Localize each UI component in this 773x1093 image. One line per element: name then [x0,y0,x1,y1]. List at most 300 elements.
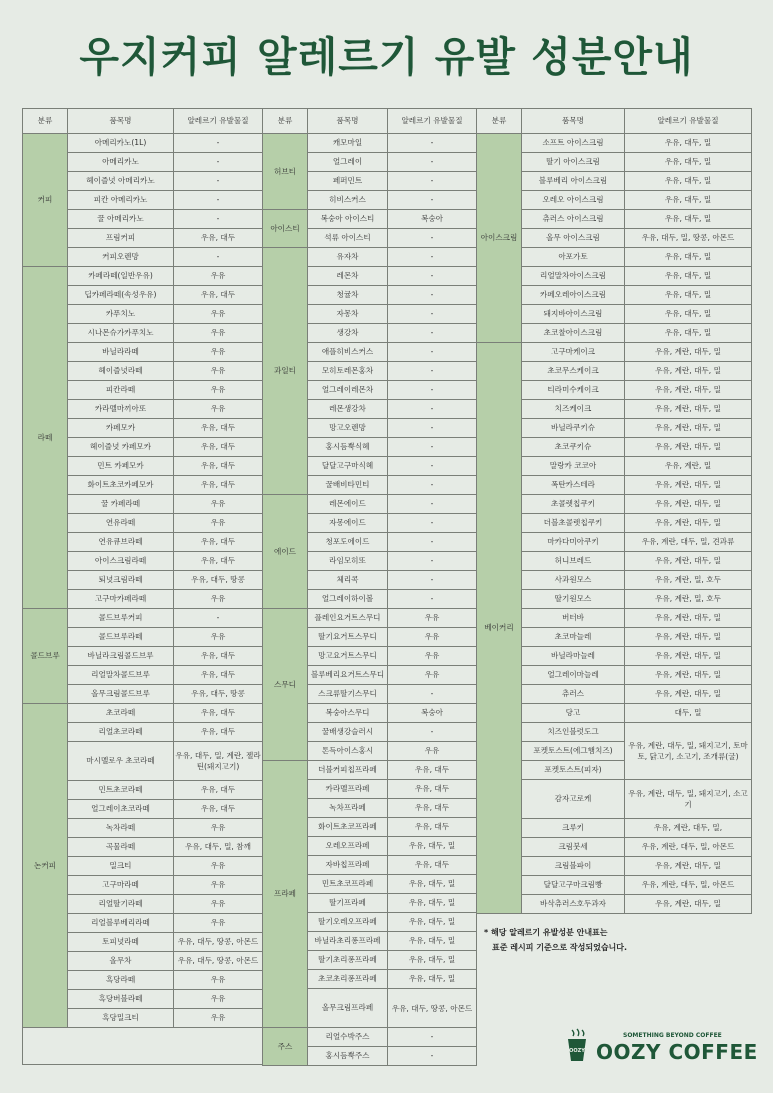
item-name-cell: 딸기오레오프라페 [308,913,388,932]
allergen-cell: 우유, 대두, 밀 [625,191,752,210]
table-row [23,609,263,628]
category-cell: 라떼 [23,267,68,609]
page-title: 우지커피 알레르기 유발 성분안내 [79,33,694,81]
item-name-cell: 화이트초코프라페 [308,818,388,837]
item-name-cell: 고구마라떼 [68,876,174,895]
allergen-cell: - [174,609,263,628]
item-name-cell: 올무 아이스크림 [522,229,625,248]
item-name-cell: 콜드브루라떼 [68,628,174,647]
item-name-cell: 퇴넛크림라떼 [68,571,174,590]
item-name-cell: 바닐라크림콜드브루 [68,647,174,666]
item-name-cell: 얼그레이레몬차 [308,381,388,400]
item-name-cell: 초코라떼 [68,704,174,723]
empty-row [23,1028,263,1065]
item-name-cell: 아메리카노(1L) [68,134,174,153]
allergen-cell: - [388,400,477,419]
allergen-cell: - [388,723,477,742]
allergen-cell: 우유 [174,895,263,914]
table-row [263,495,477,514]
allergen-cell: 우유, 대두, 밀 [625,267,752,286]
allergen-cell: 우유 [174,819,263,838]
coffee-cup-icon [566,1028,588,1062]
allergen-cell: - [388,153,477,172]
allergen-cell: 우유 [174,305,263,324]
allergen-cell: - [388,1047,477,1066]
allergen-cell: 우유 [174,362,263,381]
allergen-cell: 우유 [174,1009,263,1028]
allergen-cell: 우유, 대두, 밀 [625,324,752,343]
column-header-item: 품목명 [522,109,625,134]
item-name-cell: 말랑카 코코아 [522,457,625,476]
item-name-cell: 톤득아이스홍시 [308,742,388,761]
allergen-cell: - [388,514,477,533]
category-cell: 허브티 [263,134,308,210]
item-name-cell: 아이스크림라떼 [68,552,174,571]
allergen-cell: 우유, 대두 [174,476,263,495]
allergen-cell: 우유, 대두, 밀 [388,951,477,970]
allergen-cell: - [174,248,263,267]
allergen-cell: 우유, 계란, 대두, 밀, 견과류 [625,533,752,552]
item-name-cell: 딸기 아이스크림 [522,153,625,172]
item-name-cell: 토피넛라떼 [68,933,174,952]
allergen-cell: 우유 [174,495,263,514]
table-panel-3 [476,108,752,914]
allergen-cell: 우유, 대두 [174,286,263,305]
item-name-cell: 홍시듬뿍주스 [308,1047,388,1066]
allergen-cell: 우유, 대두, 밀 [625,134,752,153]
allergen-cell: - [174,191,263,210]
item-name-cell: 곡물라떼 [68,838,174,857]
item-name-cell: 헤이즐넛 카페모카 [68,438,174,457]
category-cell: 과일티 [263,248,308,495]
item-name-cell: 민트 카페모카 [68,457,174,476]
allergen-cell: - [388,172,477,191]
item-name-cell: 꿀 아메리카노 [68,210,174,229]
allergen-cell: 우유, 계란, 대두, 밀 [625,362,752,381]
allergen-cell: - [388,590,477,609]
item-name-cell: 피칸 아메리카노 [68,191,174,210]
allergen-cell: 우유, 계란, 대두, 밀 [625,400,752,419]
allergen-cell: - [388,381,477,400]
table-row [263,248,477,267]
item-name-cell: 리얼말차아이스크림 [522,267,625,286]
category-cell: 아이스크림 [477,134,522,343]
allergen-cell: - [388,324,477,343]
svg-text:OOZY: OOZY [569,1048,585,1054]
item-name-cell: 홍시듬뿍식혜 [308,438,388,457]
item-name-cell: 히비스커스 [308,191,388,210]
allergen-cell: 우유, 대두 [388,799,477,818]
item-name-cell: 딸기원모스 [522,590,625,609]
allergen-cell: 우유, 대두, 땅콩, 아몬드 [174,933,263,952]
item-name-cell: 레몬차 [308,267,388,286]
allergen-cell: 우유, 계란, 대두, 밀 [625,514,752,533]
item-name-cell: 얼그레이초코라떼 [68,800,174,819]
item-name-cell: 아메리카노 [68,153,174,172]
item-name-cell: 초코마늘레 [522,628,625,647]
allergen-cell: 우유 [174,628,263,647]
item-name-cell: 올무크림콜드브루 [68,685,174,704]
item-name-cell: 허니브레드 [522,552,625,571]
allergen-cell: 우유, 계란, 대두, 밀, 아몬드 [625,838,752,857]
header-row [263,109,477,134]
item-name-cell: 페퍼민트 [308,172,388,191]
item-name-cell: 당고 [522,704,625,723]
item-name-cell: 카푸치노 [68,305,174,324]
allergen-cell: 우유, 대두, 땅콩, 아몬드 [174,952,263,971]
allergen-cell: 우유, 대두 [174,723,263,742]
item-name-cell: 딸기요거트스무디 [308,628,388,647]
allergen-cell: 우유, 대두, 밀 [388,970,477,989]
item-name-cell: 초콜렛칩쿠키 [522,495,625,514]
category-cell: 커피 [23,134,68,267]
item-name-cell: 캐모마일 [308,134,388,153]
item-name-cell: 고구마케이크 [522,343,625,362]
table-row [477,343,752,362]
allergen-cell: 우유, 대두 [174,800,263,819]
allergen-cell: 우유, 대두 [174,419,263,438]
item-name-cell: 치즈케이크 [522,400,625,419]
allergen-cell: 우유, 대두 [174,457,263,476]
item-name-cell: 티라미수케이크 [522,381,625,400]
allergen-cell: 우유 [174,514,263,533]
header-row [23,109,263,134]
allergen-cell: 우유 [174,324,263,343]
table-row [23,704,263,723]
item-name-cell: 석류 아이스티 [308,229,388,248]
item-name-cell: 카페모카 [68,419,174,438]
allergen-cell: 우유 [174,914,263,933]
allergen-cell: 우유, 대두, 밀, 땅콩, 아몬드 [625,229,752,248]
item-name-cell: 얼그레이 [308,153,388,172]
item-name-cell: 헤이즐넛라떼 [68,362,174,381]
item-name-cell: 오레오프라페 [308,837,388,856]
item-name-cell: 아포가토 [522,248,625,267]
item-name-cell: 블루베리 아이스크림 [522,172,625,191]
allergen-cell: 우유, 계란, 대두, 밀 [625,438,752,457]
item-name-cell: 프림커피 [68,229,174,248]
allergen-cell: 우유, 계란, 대두, 밀 [625,857,752,876]
item-name-cell: 망고오렌망 [308,419,388,438]
allergen-cell: 우유, 대두, 밀 [625,153,752,172]
allergen-cell: 우유 [388,666,477,685]
item-name-cell: 딸기초리퐁프라페 [308,951,388,970]
item-name-cell: 버터바 [522,609,625,628]
allergen-cell: 우유, 계란, 대두, 밀, [625,819,752,838]
allergen-cell: 우유, 계란, 밀, 호두 [625,571,752,590]
category-cell: 아이스티 [263,210,308,248]
allergen-cell: 우유, 대두 [388,818,477,837]
item-name-cell: 사과원모스 [522,571,625,590]
item-name-cell: 폭탄카스테라 [522,476,625,495]
item-name-cell: 민트초코라떼 [68,781,174,800]
allergen-cell: - [388,419,477,438]
item-name-cell: 더블커피칩프라페 [308,761,388,780]
allergen-cell: 우유 [174,971,263,990]
item-name-cell: 치즈인블럿도그 [522,723,625,742]
notice-text [484,925,627,955]
item-name-cell: 밀크티 [68,857,174,876]
allergen-cell: 우유, 대두 [388,856,477,875]
table-row [263,609,477,628]
allergen-cell: - [174,134,263,153]
item-name-cell: 초코찰아이스크림 [522,324,625,343]
allergen-cell: 우유, 대두 [174,704,263,723]
allergen-cell: 우유, 계란, 대두, 밀 [625,666,752,685]
item-name-cell: 딥카페라떼(속성우유) [68,286,174,305]
item-name-cell: 딸기프라페 [308,894,388,913]
column-header-allergen: 알레르기 유발물질 [388,109,477,134]
column-header-cat: 분류 [23,109,68,134]
allergen-cell: 우유, 대두, 밀 [625,210,752,229]
item-name-cell: 라임모히또 [308,552,388,571]
item-name-cell: 크루키 [522,819,625,838]
item-name-cell: 꿀배생강슬러시 [308,723,388,742]
item-name-cell: 더블초콜렛칩쿠키 [522,514,625,533]
allergen-cell: 우유, 대두 [388,761,477,780]
allergen-cell: 우유, 계란, 대두, 밀 [625,895,752,914]
allergen-cell: - [388,476,477,495]
allergen-cell: 우유, 대두, 밀, 계란, 젤라틴(돼지고기) [174,742,263,781]
item-name-cell: 감자고로케 [522,780,625,819]
allergen-cell: - [174,153,263,172]
item-name-cell: 마카다미아쿠키 [522,533,625,552]
item-name-cell: 크림블파이 [522,857,625,876]
item-name-cell: 블루베리요거트스무디 [308,666,388,685]
item-name-cell: 피칸라떼 [68,381,174,400]
allergen-cell: 복숭아 [388,210,477,229]
item-name-cell: 츄러스 아이스크림 [522,210,625,229]
allergen-table-beverage [262,108,477,1066]
allergen-cell: 우유, 대두, 밀 [625,286,752,305]
allergen-cell: 우유, 대두, 밀 [388,837,477,856]
notice-line-2: 표준 레시피 기준으로 작성되었습니다. [492,943,628,952]
item-name-cell: 바닐라초리퐁프라페 [308,932,388,951]
item-name-cell: 바닐라쿠키슈 [522,419,625,438]
item-name-cell: 포켓토스트(피자) [522,761,625,780]
allergen-cell: 우유 [174,381,263,400]
item-name-cell: 고구마카페라떼 [68,590,174,609]
item-name-cell: 모히토레몬홍차 [308,362,388,381]
allergen-cell: 우유, 계란, 대두, 밀 [625,552,752,571]
table-row [263,1028,477,1047]
item-name-cell: 녹차프라페 [308,799,388,818]
item-name-cell: 복숭아 아이스티 [308,210,388,229]
allergen-cell: - [388,685,477,704]
allergen-cell: 우유, 대두 [174,533,263,552]
item-name-cell: 올무차 [68,952,174,971]
item-name-cell: 초코쿠키슈 [522,438,625,457]
allergen-cell: 복숭아 [388,704,477,723]
allergen-cell: 우유 [388,628,477,647]
allergen-cell: 대두, 밀 [625,704,752,723]
allergen-cell: 우유, 대두, 밀 [388,894,477,913]
item-name-cell: 망고요거트스무디 [308,647,388,666]
item-name-cell: 흑당밀크티 [68,1009,174,1028]
item-name-cell: 청귤차 [308,286,388,305]
allergen-cell: - [388,438,477,457]
allergen-cell: 우유, 대두, 밀 [625,305,752,324]
item-name-cell: 얼그레이마늘레 [522,666,625,685]
category-cell: 스무디 [263,609,308,761]
item-name-cell: 자몽차 [308,305,388,324]
allergen-cell: 우유, 대두, 밀, 참깨 [174,838,263,857]
allergen-cell: 우유 [388,609,477,628]
allergen-cell: 우유, 계란, 대두, 밀, 아몬드 [625,876,752,895]
column-header-item: 품목명 [308,109,388,134]
item-name-cell: 레몬에이드 [308,495,388,514]
item-name-cell: 청포도에이드 [308,533,388,552]
table-row [263,761,477,780]
allergen-cell: 우유, 계란, 밀, 호두 [625,590,752,609]
column-header-item: 품목명 [68,109,174,134]
allergen-cell: 우유, 대두, 땅콩 [174,685,263,704]
allergen-cell: 우유, 계란, 대두, 밀 [625,343,752,362]
allergen-cell: 우유 [174,857,263,876]
allergen-cell: - [388,343,477,362]
table-panel-2 [262,108,477,1066]
allergen-cell: 우유, 대두, 밀 [625,172,752,191]
allergen-cell: - [388,533,477,552]
item-name-cell: 리얼딸기라떼 [68,895,174,914]
table-panel-1 [22,108,263,1065]
item-name-cell: 카라멜프라페 [308,780,388,799]
oozy-coffee-logo [566,1028,758,1064]
item-name-cell: 크림붓세 [522,838,625,857]
allergen-cell: 우유, 계란, 대두, 밀 [625,685,752,704]
allergen-cell: 우유, 계란, 대두, 밀 [625,495,752,514]
allergen-cell: 우유, 계란, 대두, 밀 [625,647,752,666]
item-name-cell: 얼그레이하이볼 [308,590,388,609]
item-name-cell: 레몬생강차 [308,400,388,419]
allergen-cell: 우유, 계란, 대두, 밀, 돼지고기, 토마토, 닭고기, 소고기, 조개류(굴) [625,723,752,780]
header-row [477,109,752,134]
allergen-cell: - [388,248,477,267]
category-cell: 에이드 [263,495,308,609]
allergen-cell: 우유, 대두, 밀 [388,875,477,894]
table-row [23,267,263,286]
allergen-cell: 우유, 대두 [174,229,263,248]
item-name-cell: 카라멜마끼아또 [68,400,174,419]
table-row [263,210,477,229]
category-cell: 주스 [263,1028,308,1066]
item-name-cell: 바닐라마늘레 [522,647,625,666]
item-name-cell: 녹차라떼 [68,819,174,838]
item-name-cell: 플레인요거트스무디 [308,609,388,628]
allergen-cell: - [388,286,477,305]
allergen-cell: 우유, 대두 [174,781,263,800]
item-name-cell: 달달고구마식혜 [308,457,388,476]
item-name-cell: 자몽에이드 [308,514,388,533]
column-header-allergen: 알레르기 유발물질 [174,109,263,134]
item-name-cell: 복숭아스무디 [308,704,388,723]
allergen-cell: - [388,552,477,571]
item-name-cell: 초코초리퐁프라페 [308,970,388,989]
allergen-cell: 우유 [174,400,263,419]
item-name-cell: 화이트초코카페모카 [68,476,174,495]
allergen-cell: - [388,267,477,286]
category-cell: 베이커리 [477,343,522,914]
allergen-cell: 우유 [388,742,477,761]
item-name-cell: 카페라떼(일반우유) [68,267,174,286]
allergen-cell: 우유, 대두 [174,552,263,571]
category-cell: 콜드브루 [23,609,68,704]
allergen-cell: 우유, 대두 [174,666,263,685]
column-header-cat: 분류 [263,109,308,134]
item-name-cell: 꿀배비타민티 [308,476,388,495]
item-name-cell: 헤이즐넛 아메리카노 [68,172,174,191]
allergen-cell: - [388,495,477,514]
item-name-cell: 초코무스케이크 [522,362,625,381]
allergen-cell: - [388,134,477,153]
allergen-cell: 우유, 계란, 대두, 밀 [625,381,752,400]
column-header-allergen: 알레르기 유발물질 [625,109,752,134]
item-name-cell: 포켓토스트(에그햄치즈) [522,742,625,761]
item-name-cell: 콜드브루커피 [68,609,174,628]
logo-brand: OOZY COFFEE [596,1040,758,1064]
allergen-cell: - [388,191,477,210]
allergen-cell: 우유, 대두 [174,647,263,666]
item-name-cell: 오레오 아이스크림 [522,191,625,210]
item-name-cell: 카페오레아이스크림 [522,286,625,305]
item-name-cell: 민트초코프라페 [308,875,388,894]
allergen-cell: 우유, 계란, 대두, 밀 [625,628,752,647]
item-name-cell: 츄러스 [522,685,625,704]
allergen-cell: 우유 [174,876,263,895]
allergen-cell: 우유, 계란, 대두, 밀, 돼지고기, 소고기 [625,780,752,819]
allergen-cell: 우유, 대두, 밀 [625,248,752,267]
allergen-cell: 우유, 계란, 대두, 밀 [625,476,752,495]
item-name-cell: 달달고구마크림빵 [522,876,625,895]
allergen-cell: 우유, 대두, 땅콩 [174,571,263,590]
allergen-cell: - [174,210,263,229]
allergen-cell: 우유 [174,343,263,362]
item-name-cell: 리얼말차콜드브루 [68,666,174,685]
item-name-cell: 바닐라라떼 [68,343,174,362]
allergen-cell: 우유, 대두 [388,780,477,799]
allergen-cell: 우유, 대두, 밀 [388,913,477,932]
table-row [23,134,263,153]
table-row [477,134,752,153]
allergen-table-coffee [22,108,263,1065]
item-name-cell: 리얼초코라떼 [68,723,174,742]
allergen-cell: 우유 [174,590,263,609]
allergen-cell: - [388,362,477,381]
item-name-cell: 커피오렌망 [68,248,174,267]
item-name-cell: 연유큐브라떼 [68,533,174,552]
table-row [263,134,477,153]
allergen-cell: - [174,172,263,191]
item-name-cell: 흑당버블라떼 [68,990,174,1009]
item-name-cell: 흑당라떼 [68,971,174,990]
allergen-table-dessert [476,108,752,914]
allergen-cell: 우유, 대두 [174,438,263,457]
empty-cell [23,1028,263,1065]
item-name-cell: 소프트 아이스크림 [522,134,625,153]
allergen-cell: 우유, 계란, 대두, 밀 [625,419,752,438]
allergen-cell: - [388,571,477,590]
allergen-cell: - [388,305,477,324]
item-name-cell: 돼지바아이스크림 [522,305,625,324]
allergen-cell: 우유 [174,990,263,1009]
item-name-cell: 꿀 카페라떼 [68,495,174,514]
item-name-cell: 체리콕 [308,571,388,590]
logo-tagline: SOMETHING BEYOND COFFEE [623,1032,722,1039]
item-name-cell: 바삭츄러스호두과자 [522,895,625,914]
item-name-cell: 시나몬슈가카푸치노 [68,324,174,343]
item-name-cell: 연유라떼 [68,514,174,533]
notice-line-1: * 해당 알레르기 유발성분 안내표는 [484,928,608,937]
